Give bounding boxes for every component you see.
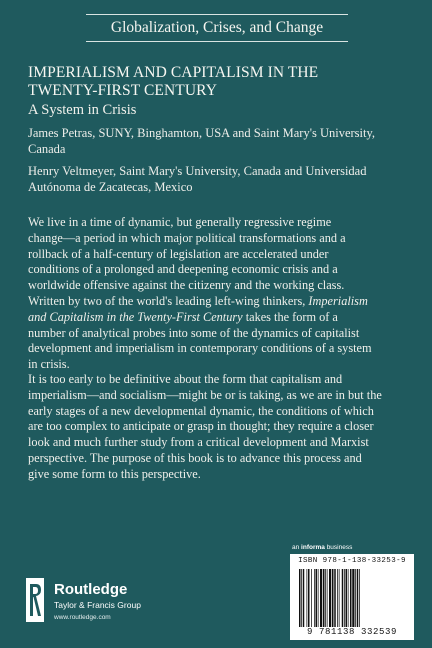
publisher-url: www.routledge.com [54,614,111,621]
barcode-bar-21 [348,569,349,627]
barcode-bar-24 [355,569,356,627]
barcode-bar-18 [342,569,344,627]
blurb-line: give some form to this perspective. [28,466,201,481]
book-title-italic: Imperialism [308,293,368,308]
barcode-bar-0 [299,569,301,627]
barcode-bar-23 [352,569,354,627]
barcode-bars [298,569,406,627]
series-rule-bottom [86,41,348,42]
barcode-bar-14 [332,569,334,627]
blurb-line: We live in a time of dynamic, but generally regressive regime [28,215,332,229]
barcode-bar-16 [337,569,338,627]
barcode-bar-1 [301,569,302,627]
isbn-text: ISBN 978-1-138-33253-9 [298,557,406,565]
barcode-bar-8 [318,569,319,627]
informa-suffix: business [324,544,353,551]
blurb-text: takes the form of a [242,309,338,324]
barcode-bar-19 [344,569,345,627]
isbn-barcode [290,554,414,640]
series-header [86,14,348,42]
author-line: Autónoma de Zacatecas, Mexico [28,180,193,194]
book-title-line-1: IMPERIALISM AND CAPITALISM IN THE [28,64,319,81]
blurb-line: It is too early to be definitive about the form that capitalism and [28,372,343,386]
publisher-group: Taylor & Francis Group [54,600,141,610]
blurb-line: early stages of a new developmental dynamic, the conditions of which [28,403,374,418]
barcode-bar-4 [308,569,310,627]
blurb-line: change—a period in which major political transformations and a [28,230,346,245]
barcode-bar-12 [327,569,328,627]
barcode-bar-6 [314,569,315,627]
barcode-bar-17 [339,569,340,627]
publisher-name: Routledge [54,581,128,598]
author-petras [28,125,408,157]
barcode-bar-9 [320,569,322,627]
routledge-r-icon [26,578,44,622]
book-subtitle: A System in Crisis [28,102,137,118]
ean-digits: 9 781138 332539 [306,627,397,637]
blurb-line: in crisis. [28,357,70,372]
blurb-paragraph-2 [28,372,404,483]
author-line: Canada [28,142,66,156]
book-title-line-2: TWENTY-FIRST CENTURY [28,82,218,99]
author-line: James Petras, SUNY, Binghamton, USA and Saint Mary's University, [28,126,376,140]
barcode-bar-26 [359,569,360,627]
barcode-bar-25 [357,569,359,627]
publisher-logo [26,578,196,628]
barcode-bar-10 [323,569,325,627]
blurb-line: imperialism—and socialism—might be or is taking, as we are in but the [28,387,382,402]
book-title [28,64,358,100]
author-line: Henry Veltmeyer, Saint Mary's University, Canada and Universidad [28,164,367,178]
book-title-italic: and Capitalism in the Twenty-First Century [28,309,243,324]
barcode-bar-13 [329,569,331,627]
barcode-bar-7 [316,569,318,627]
barcode-bar-3 [307,569,308,627]
series-name: Globalization, Crises, and Change [110,19,324,36]
blurb-text: Written by two of the world's leading left-wing thinkers, [28,293,306,308]
blurb-paragraph-1 [28,215,404,373]
blurb-line: rollback of a half-century of legislation are accelerated under [28,246,329,261]
barcode-bar-5 [311,569,312,627]
blurb-line: are too complex to anticipate or grasp in thought; they require a closer [28,419,374,434]
barcode-bar-11 [325,569,326,627]
barcode-bar-22 [350,569,352,627]
author-veltmeyer [28,163,408,195]
barcode-bar-20 [346,569,348,627]
barcode-bar-2 [303,569,305,627]
informa-business-tag [292,544,352,551]
informa-prefix: an [292,544,302,551]
blurb-line [28,294,404,310]
blurb-line: number of analytical probes into some of the dynamics of capitalist [28,325,360,340]
blurb-line [28,310,404,326]
blurb-line: look and much further study from a critical development and Marxist [28,435,369,450]
blurb-line: worldwide offensive against the citizenry and the working class. [28,278,345,293]
blurb-line: conditions of a prolonged and deepening economic crisis and a [28,262,338,277]
blurb-line: development and imperialism in contemporary conditions of a system [28,341,372,356]
barcode-bar-15 [334,569,336,627]
blurb-line: perspective. The purpose of this book is to advance this process and [28,450,362,465]
informa-brand: informa [301,544,325,551]
